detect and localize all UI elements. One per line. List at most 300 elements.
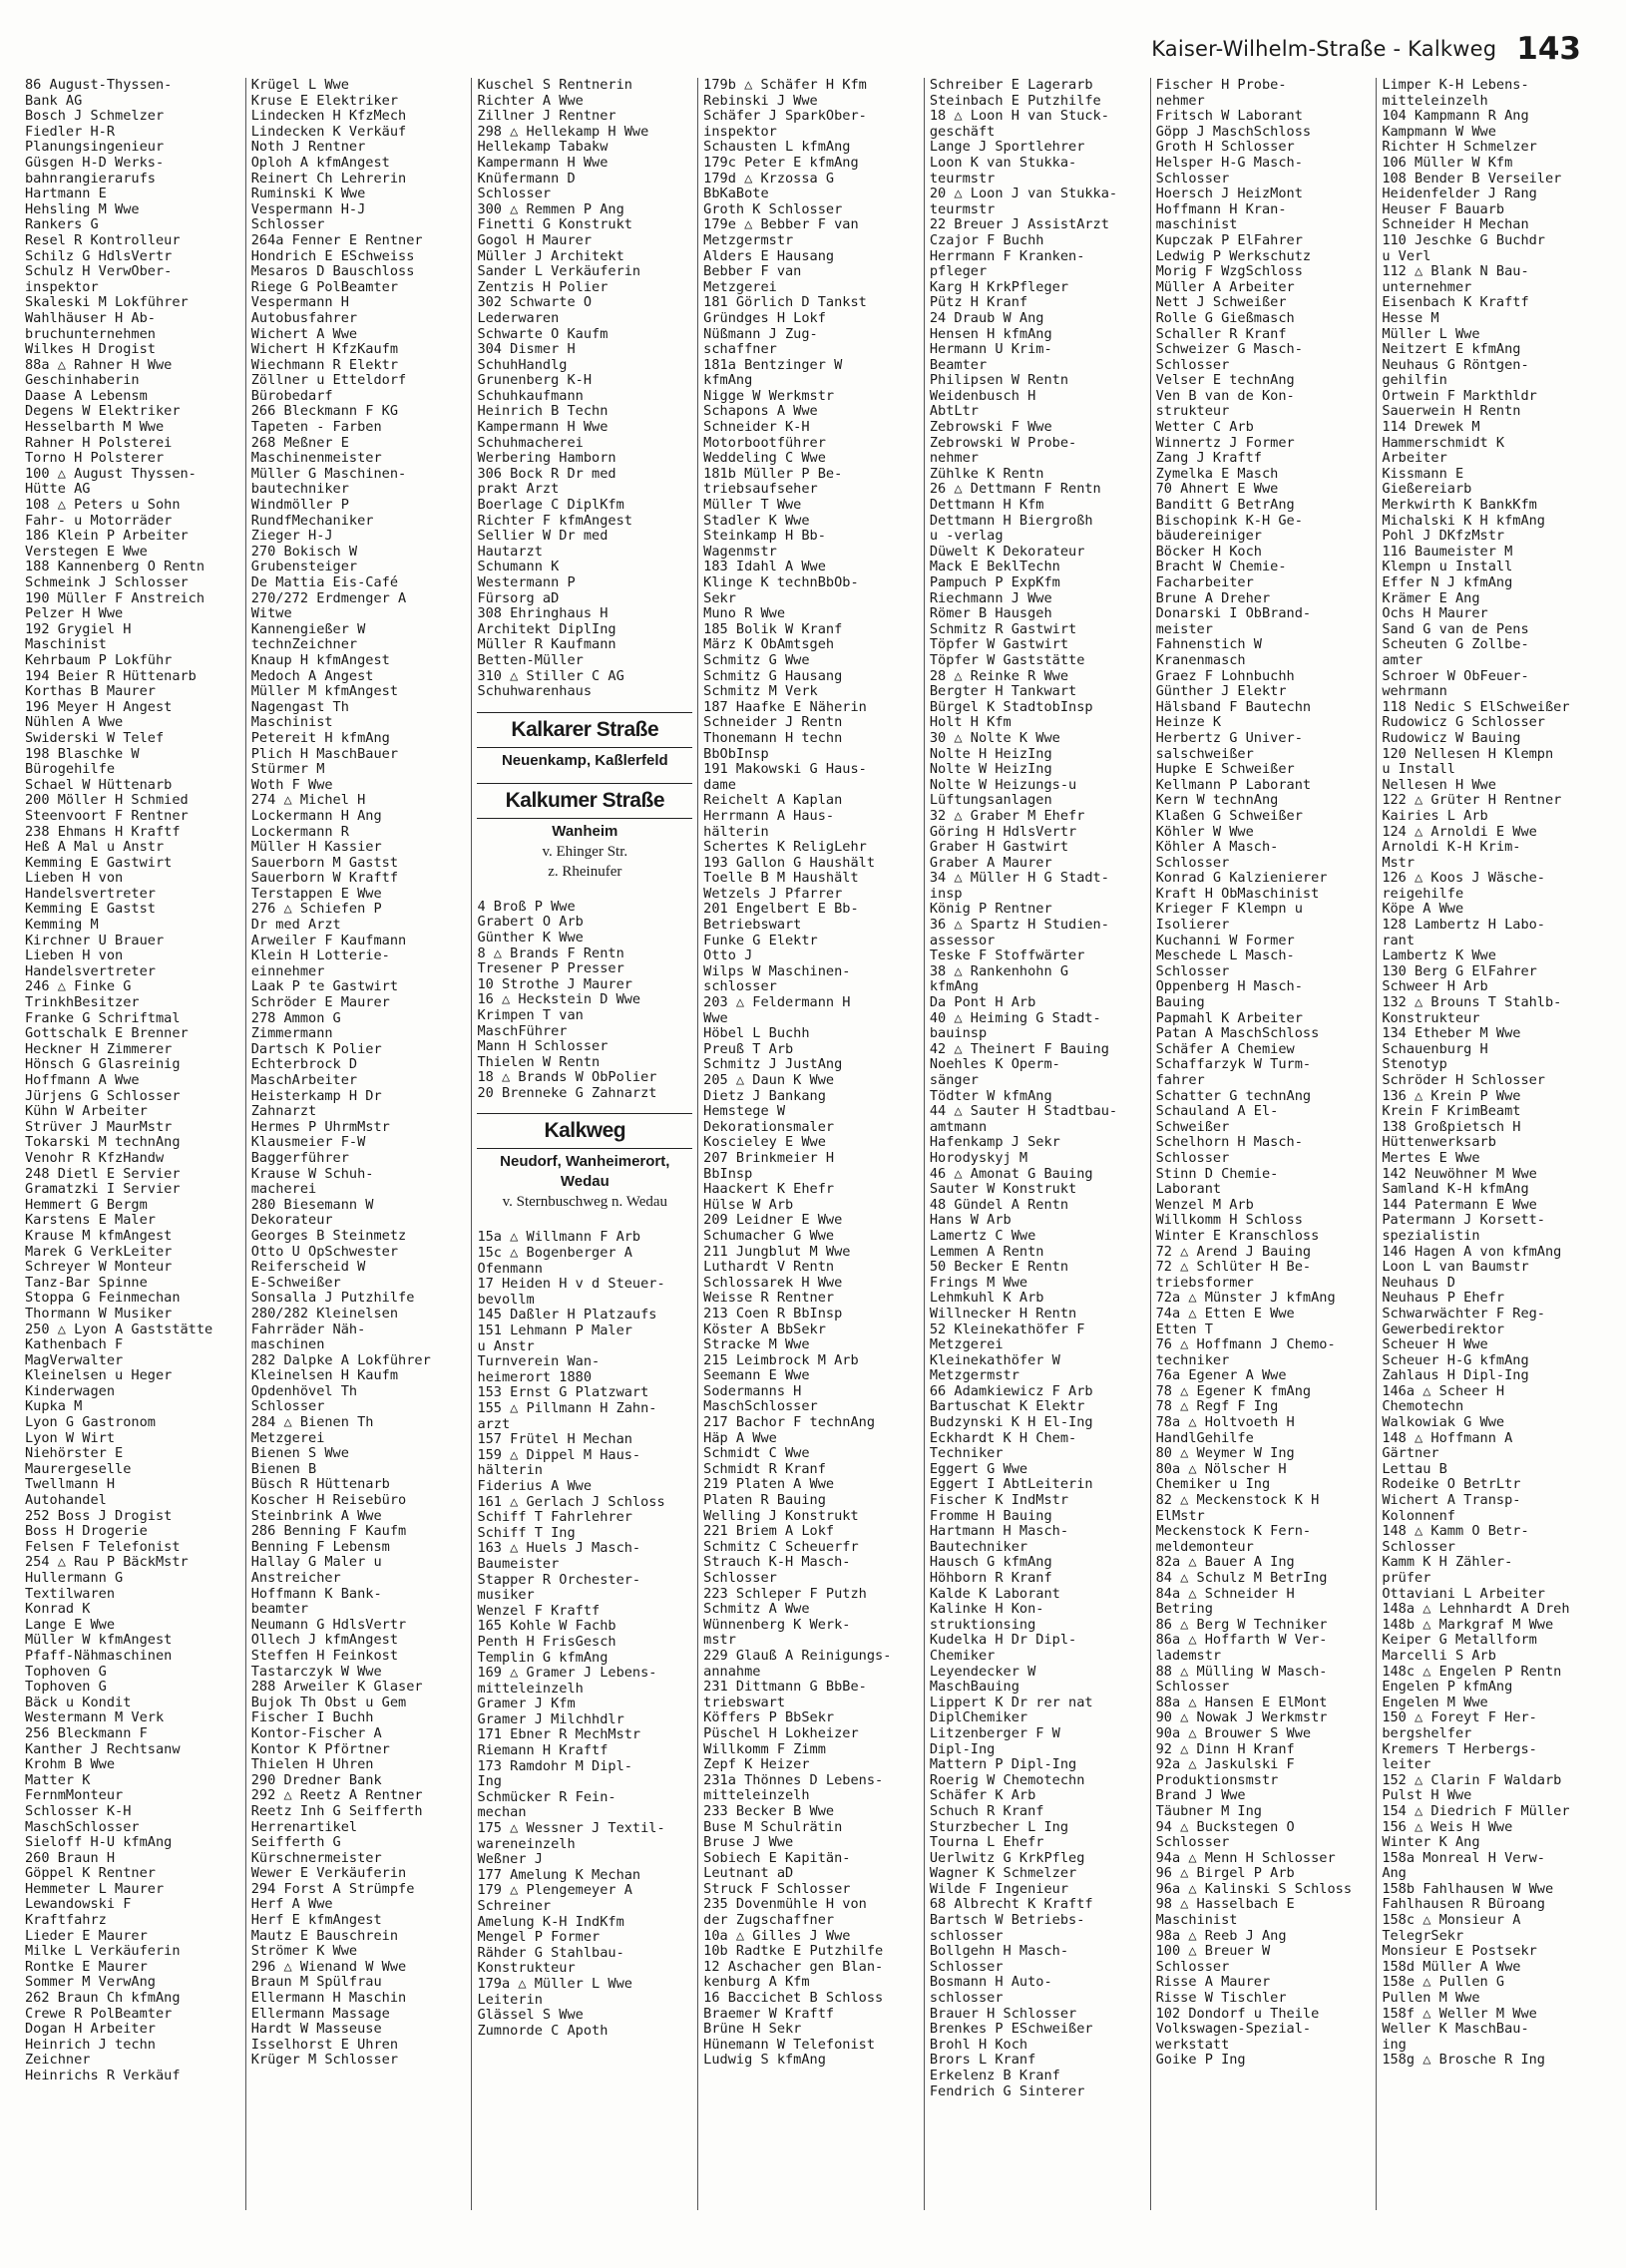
directory-entry: Thonemann H techn bbox=[703, 729, 843, 746]
directory-entry: 102 Dondorf u Theile bbox=[1155, 2005, 1320, 2022]
directory-entry: Marcelli S Arb bbox=[1382, 1647, 1496, 1664]
directory-entry: 82a △ Bauer A Ing bbox=[1155, 1554, 1295, 1571]
directory-entry: Schlosser bbox=[1155, 1679, 1230, 1696]
directory-entry: techniker bbox=[1155, 1351, 1230, 1368]
directory-entry: Swiderski W Telef bbox=[25, 729, 165, 746]
directory-entry: Engelen P kfmAng bbox=[1382, 1679, 1513, 1696]
directory-entry: Krause W Schuh- bbox=[250, 1165, 374, 1182]
directory-entry: Höhborn R Kranf bbox=[929, 1570, 1052, 1586]
directory-entry: Lippert K Dr rer nat bbox=[929, 1694, 1093, 1710]
directory-entry: Grunenberg K-H bbox=[477, 372, 593, 389]
directory-entry: Erkelenz B Kranf bbox=[929, 2068, 1060, 2083]
directory-entry: mitteleinzelh bbox=[703, 1787, 810, 1804]
directory-entry: triebswart bbox=[703, 1694, 785, 1710]
directory-entry: Steinbach E Putzhilfe bbox=[929, 92, 1101, 109]
directory-entry: Maschinenmeister bbox=[250, 450, 382, 467]
directory-entry: arzt bbox=[477, 1415, 511, 1432]
directory-entry: Textilwaren bbox=[25, 1585, 116, 1602]
directory-entry: 194 Beier R Hüttenarb bbox=[25, 667, 197, 684]
directory-entry: Heinrich J techn bbox=[25, 2036, 156, 2053]
directory-entry: 201 Engelbert E Bb- bbox=[703, 901, 859, 918]
directory-entry: 72 △ Schlüter H Be- bbox=[1155, 1259, 1312, 1276]
directory-entry: Stinn D Chemie- bbox=[1155, 1165, 1279, 1182]
directory-entry: Hünemann W Telefonist bbox=[703, 2036, 876, 2053]
directory-entry: 179c Peter E kfmAng bbox=[703, 154, 859, 171]
directory-entry: 246 △ Finke G bbox=[25, 978, 132, 995]
directory-entry: 148 △ Hoffmann A bbox=[1382, 1429, 1513, 1446]
directory-entry: Rontke E Maurer bbox=[25, 1958, 148, 1975]
directory-entry: 88a △ Hansen E ElMont bbox=[1155, 1694, 1328, 1710]
directory-entry: Kranenmasch bbox=[1155, 651, 1246, 668]
directory-entry: Schäfer J SparkOber- bbox=[703, 108, 867, 125]
directory-entry: maschinen bbox=[250, 1336, 325, 1353]
directory-entry: Zillner J Rentner bbox=[477, 108, 616, 125]
directory-entry: Gogol H Maurer bbox=[477, 231, 593, 248]
directory-entry: 298 △ Hellekamp H Wwe bbox=[477, 123, 649, 140]
directory-entry: Wagner K Schmelzer bbox=[929, 1865, 1077, 1882]
directory-entry: 262 Braun Ch kfmAng bbox=[25, 1990, 181, 2007]
street-district: Neuenkamp, Kaßlerfeld bbox=[501, 751, 668, 769]
directory-entry: Lindecken K Verkäuf bbox=[250, 123, 407, 140]
directory-entry: Römer B Hausgeh bbox=[929, 605, 1052, 622]
directory-entry: Hälsband F Bautechn bbox=[1155, 698, 1312, 715]
directory-entry: Keiper G Metallform bbox=[1382, 1632, 1537, 1649]
directory-entry: Wichert A Wwe bbox=[250, 325, 358, 342]
directory-entry: Töpfer W Gaststätte bbox=[929, 651, 1085, 668]
directory-entry: 200 Möller H Schmied bbox=[25, 792, 189, 809]
directory-entry: Litzenberger F W bbox=[929, 1724, 1060, 1741]
directory-entry: 270/272 Erdmenger A bbox=[250, 589, 407, 606]
directory-entry: amter bbox=[1382, 651, 1423, 668]
directory-entry: Daase A Lebensm bbox=[25, 387, 148, 404]
directory-entry: Richter F kfmAngest bbox=[477, 512, 632, 529]
directory-entry: 256 Bleckmann F bbox=[25, 1724, 148, 1741]
directory-entry: Güsgen H-D Werks- bbox=[25, 154, 165, 171]
directory-column bbox=[246, 78, 473, 2210]
directory-entry: dame bbox=[703, 776, 736, 793]
directory-entry: Welling J Konstrukt bbox=[703, 1507, 859, 1524]
directory-entry: 288 Arweiler K Glaser bbox=[250, 1679, 423, 1696]
directory-entry: 248 Dietl E Servier bbox=[25, 1165, 181, 1182]
directory-entry: Baggerführer bbox=[250, 1149, 349, 1166]
directory-entry: 169 △ Gramer J Lebens- bbox=[477, 1665, 657, 1682]
directory-column bbox=[472, 78, 698, 2210]
directory-entry: Papmahl K Arbeiter bbox=[1155, 1009, 1303, 1026]
directory-entry: unternehmer bbox=[1382, 278, 1472, 295]
directory-entry: 80a △ Nölscher H bbox=[1155, 1460, 1287, 1477]
directory-entry: 128 Lambertz H Labo- bbox=[1382, 917, 1545, 934]
directory-entry: lademstr bbox=[1155, 1647, 1222, 1664]
directory-entry: 22 Breuer J AssistArzt bbox=[929, 216, 1109, 233]
directory-entry: Sander L Verkäuferin bbox=[477, 263, 641, 280]
directory-entry: Autohandel bbox=[25, 1492, 107, 1509]
directory-entry: Schwarwächter F Reg- bbox=[1382, 1305, 1545, 1322]
street-heading-block bbox=[477, 712, 692, 771]
directory-entry: Karg H KrkPfleger bbox=[929, 278, 1069, 295]
directory-entry: 148b △ Markgraf M Wwe bbox=[1382, 1616, 1554, 1633]
directory-entry: Brenkes P ESchweißer bbox=[929, 2021, 1093, 2038]
directory-entry: Brohl H Koch bbox=[929, 2036, 1028, 2053]
directory-entry: Dekorateur bbox=[250, 1212, 333, 1229]
directory-entry: 145 Daßler H Platzaufs bbox=[477, 1307, 657, 1323]
directory-entry: 213 Coen R BbInsp bbox=[703, 1305, 843, 1322]
directory-entry: Heidenfelder J Rang bbox=[1382, 186, 1537, 202]
directory-entry: Bienen B bbox=[250, 1460, 317, 1477]
directory-entry: Kontor K Pförtner bbox=[250, 1740, 390, 1757]
directory-entry: Stenotyp bbox=[1382, 1056, 1447, 1073]
directory-entry: 78a △ Holtvoeth H bbox=[1155, 1414, 1295, 1431]
directory-entry: 88 △ Mülling W Masch- bbox=[1155, 1663, 1328, 1680]
directory-entry: Bienen S Wwe bbox=[250, 1445, 349, 1462]
directory-entry: 233 Becker B Wwe bbox=[703, 1802, 835, 1819]
directory-entry: insp bbox=[929, 885, 963, 902]
street-district: v. Ehinger Str. bbox=[542, 843, 628, 860]
directory-entry: Templin G kfmAng bbox=[477, 1649, 609, 1666]
directory-entry: 100 △ Breuer W bbox=[1155, 1943, 1271, 1960]
directory-entry: Milke L Verkäuferin bbox=[25, 1943, 181, 1960]
directory-entry: 38 △ Rankenhohn G bbox=[929, 962, 1069, 979]
directory-entry: Sauerborn W Kraftf bbox=[250, 870, 399, 887]
directory-entry: 124 △ Arnoldi E Wwe bbox=[1382, 823, 1537, 840]
directory-entry: Bartuschat K Elektr bbox=[929, 1398, 1085, 1415]
directory-entry: Schuhkaufmann bbox=[477, 387, 584, 404]
directory-entry: u -verlag bbox=[929, 528, 1004, 545]
directory-entry: 219 Platen A Wwe bbox=[703, 1476, 835, 1493]
directory-entry: BbInsp bbox=[703, 1165, 753, 1182]
directory-entry: 78 △ Egener K fmAng bbox=[1155, 1382, 1312, 1399]
directory-entry: Schröder E Maurer bbox=[250, 994, 390, 1011]
directory-entry: musiker bbox=[477, 1587, 535, 1604]
directory-entry: Groth K Schlosser bbox=[703, 200, 843, 217]
directory-entry: Horodyskyj M bbox=[929, 1149, 1028, 1166]
directory-entry: Tresener P Presser bbox=[477, 960, 624, 977]
directory-entry: Büsch R Hüttenarb bbox=[250, 1476, 390, 1493]
directory-entry: Kuchanni W Former bbox=[1155, 932, 1295, 948]
directory-entry: Klempn u Install bbox=[1382, 559, 1513, 575]
directory-entry: 78 △ Regf F Ing bbox=[1155, 1398, 1279, 1415]
directory-entry: 254 △ Rau P BäckMstr bbox=[25, 1554, 189, 1571]
directory-entry: Riemann H Kraftf bbox=[477, 1742, 609, 1759]
directory-entry: Schlosser bbox=[1155, 962, 1230, 979]
directory-entry: 34 △ Müller H G Stadt- bbox=[929, 870, 1109, 887]
directory-entry: Anstreicher bbox=[250, 1570, 341, 1586]
directory-entry: Schumacher G Wwe bbox=[703, 1227, 835, 1244]
directory-entry: 205 △ Daun K Wwe bbox=[703, 1072, 835, 1088]
directory-entry: werkstatt bbox=[1155, 2036, 1230, 2053]
directory-entry: Laak P te Gastwirt bbox=[250, 978, 399, 995]
directory-entry: 98a △ Reeb J Ang bbox=[1155, 1927, 1287, 1944]
directory-entry: Kolonnenf bbox=[1382, 1507, 1455, 1524]
directory-entry: Schmücker R Fein- bbox=[477, 1788, 616, 1805]
directory-entry: Nüßmann J Zug- bbox=[703, 325, 818, 342]
directory-entry: Schuhmacherei bbox=[477, 434, 584, 451]
directory-entry: 270 Bokisch W bbox=[250, 543, 358, 560]
directory-entry: Hesselbarth M Wwe bbox=[25, 419, 165, 436]
directory-entry: Bürogehilfe bbox=[25, 761, 116, 778]
directory-entry: Goike P Ing bbox=[1155, 2052, 1246, 2069]
directory-entry: Sauerwein H Rentn bbox=[1382, 403, 1521, 420]
directory-entry: 294 Forst A Strümpfe bbox=[250, 1880, 415, 1897]
directory-entry: Eggert G Wwe bbox=[929, 1460, 1028, 1477]
directory-entry: Wwe bbox=[703, 1009, 728, 1026]
directory-entry: Nigge W Werkmstr bbox=[703, 387, 835, 404]
directory-entry: 185 Bolik W Kranf bbox=[703, 620, 843, 637]
directory-entry: Richter A Wwe bbox=[477, 92, 584, 109]
directory-entry: 120 Nellesen H Klempn bbox=[1382, 745, 1554, 762]
directory-entry: bautechniker bbox=[250, 481, 349, 498]
directory-entry: Monsieur E Postsekr bbox=[1382, 1943, 1537, 1960]
directory-entry: Kairies L Arb bbox=[1382, 807, 1488, 824]
directory-entry: Schäfer A Chemiew bbox=[1155, 1040, 1295, 1057]
directory-entry: Alders E Hausang bbox=[703, 247, 835, 264]
directory-entry: Fromme H Bauing bbox=[929, 1507, 1052, 1524]
directory-entry: 132 △ Brouns T Stahlb- bbox=[1382, 994, 1562, 1011]
directory-entry: 158a Monreal H Verw- bbox=[1382, 1849, 1545, 1866]
directory-entry: MaschArbeiter bbox=[250, 1072, 358, 1088]
directory-entry: Müller T Wwe bbox=[703, 497, 802, 514]
directory-entry: Hullermann G bbox=[25, 1570, 124, 1586]
directory-entry: Noehles K Operm- bbox=[929, 1056, 1060, 1073]
directory-entry: macherei bbox=[250, 1181, 317, 1198]
directory-entry: Kalinke H Kon- bbox=[929, 1601, 1044, 1618]
directory-entry: Krämer E Ang bbox=[1382, 589, 1480, 606]
directory-entry: Bäck u Kondit bbox=[25, 1694, 132, 1710]
directory-entry: Torno H Polsterer bbox=[25, 450, 165, 467]
directory-entry: 221 Briem A Lokf bbox=[703, 1523, 835, 1540]
directory-entry: Mann H Schlosser bbox=[477, 1038, 609, 1055]
directory-entry: Brand J Wwe bbox=[1155, 1787, 1246, 1804]
directory-entry: 16 Baccichet B Schloss bbox=[703, 1990, 884, 2007]
directory-entry: Vespermann H bbox=[250, 294, 349, 311]
directory-entry: Planungsingenieur bbox=[25, 139, 165, 156]
street-name: Kalkweg bbox=[477, 1113, 692, 1149]
directory-entry: Sauter W Konstrukt bbox=[929, 1181, 1077, 1198]
directory-entry: Schmitz C Scheuerfr bbox=[703, 1538, 859, 1555]
directory-entry: Haackert K Ehefr bbox=[703, 1181, 835, 1198]
directory-entry: Kehrbaum P Lokführ bbox=[25, 651, 173, 668]
directory-entry: Metzgermstr bbox=[703, 231, 794, 248]
directory-entry: Klinge K technBbOb- bbox=[703, 574, 859, 590]
directory-entry: Marek G VerkLeiter bbox=[25, 1243, 173, 1260]
directory-entry: Risse A Maurer bbox=[1155, 1974, 1271, 1991]
directory-entry: Schlosser bbox=[703, 1570, 777, 1586]
directory-entry: Rähder G Stahlbau- bbox=[477, 1944, 624, 1961]
directory-entry: Hönsch G Glasreinig bbox=[25, 1056, 181, 1073]
directory-entry: Ortwein F Markthldr bbox=[1382, 387, 1537, 404]
directory-entry: 136 △ Krein P Wwe bbox=[1382, 1087, 1521, 1104]
directory-entry: König P Rentner bbox=[929, 901, 1052, 918]
directory-entry: Nolte W HeizIng bbox=[929, 761, 1052, 778]
directory-entry: 126 △ Koos J Wäsche- bbox=[1382, 870, 1545, 887]
directory-entry: Schlosser bbox=[1155, 1834, 1230, 1851]
directory-entry: Gießereiarb bbox=[1382, 481, 1472, 498]
directory-entry: bergshelfer bbox=[1382, 1724, 1472, 1741]
directory-entry: schlosser bbox=[929, 1927, 1004, 1944]
directory-entry: Hautarzt bbox=[477, 543, 543, 560]
directory-entry: bauinsp bbox=[929, 1025, 988, 1042]
directory-entry: Zieger H-J bbox=[250, 528, 333, 545]
street-name: Kalkumer Straße bbox=[477, 783, 692, 819]
directory-entry: Kinderwagen bbox=[25, 1382, 116, 1399]
directory-entry: 193 Gallon G Haushält bbox=[703, 854, 876, 871]
directory-entry: schlosser bbox=[703, 978, 777, 995]
directory-entry: Ellermann H Maschin bbox=[250, 1990, 407, 2007]
directory-entry: fahrer bbox=[1155, 1072, 1205, 1088]
directory-entry: Thielen W Rentn bbox=[477, 1053, 601, 1070]
directory-entry: 284 △ Bienen Th bbox=[250, 1414, 374, 1431]
directory-entry: Ludwig S kfmAng bbox=[703, 2052, 826, 2069]
directory-entry: Tophoven G bbox=[25, 1663, 107, 1680]
directory-entry: Schauland A El- bbox=[1155, 1103, 1279, 1120]
directory-entry: 108 △ Peters u Sohn bbox=[25, 497, 181, 514]
directory-entry: Hallay G Maler u bbox=[250, 1554, 382, 1571]
directory-entry: Thormann W Musiker bbox=[25, 1305, 173, 1322]
directory-entry: 142 Neuwöhner M Wwe bbox=[1382, 1165, 1537, 1182]
directory-entry: Herf E kfmAngest bbox=[250, 1912, 382, 1929]
directory-entry: Braemer W Kraftf bbox=[703, 2005, 835, 2022]
directory-entry: Metzgerei bbox=[250, 1429, 325, 1446]
directory-entry: Metzgerei bbox=[929, 1336, 1004, 1353]
directory-entry: 155 △ Pillmann H Zahn- bbox=[477, 1400, 657, 1416]
directory-entry: Kleinekathöfer W bbox=[929, 1351, 1060, 1368]
directory-entry: 36 △ Spartz H Studien- bbox=[929, 917, 1109, 934]
directory-entry: 40 △ Heiming G Stadt- bbox=[929, 1009, 1101, 1026]
directory-entry: Sellier W Dr med bbox=[477, 528, 609, 545]
street-district: Wedau bbox=[560, 1173, 610, 1191]
directory-entry: 17 Heiden H v d Steuer- bbox=[477, 1276, 665, 1293]
directory-entry: Grabert O Arb bbox=[477, 914, 584, 931]
directory-entry: salschweißer bbox=[1155, 745, 1254, 762]
directory-entry: Herbertz G Univer- bbox=[1155, 729, 1303, 746]
directory-entry: Betten-Müller bbox=[477, 651, 584, 668]
directory-entry: Ing bbox=[477, 1773, 502, 1790]
directory-entry: De Mattia Eis-Café bbox=[250, 574, 399, 590]
directory-entry: Willnecker H Rentn bbox=[929, 1305, 1077, 1322]
directory-entry: Rolle G Gießmasch bbox=[1155, 309, 1295, 326]
directory-entry: Leyendecker W bbox=[929, 1663, 1036, 1680]
directory-entry: Bracht W Chemie- bbox=[1155, 559, 1287, 575]
directory-entry: Bischopink K-H Ge- bbox=[1155, 512, 1303, 529]
directory-entry: 74a △ Etten E Wwe bbox=[1155, 1305, 1295, 1322]
directory-entry: Riechmann J Wwe bbox=[929, 589, 1052, 606]
directory-entry: Kampermann H Wwe bbox=[477, 419, 609, 436]
directory-entry: 122 △ Grüter H Rentner bbox=[1382, 792, 1562, 809]
directory-entry: Wichert H KfzKaufm bbox=[250, 341, 399, 358]
directory-entry: Kellmann P Laborant bbox=[1155, 776, 1312, 793]
directory-entry: Schmidt R Kranf bbox=[703, 1460, 826, 1477]
directory-entry: Knüfermann D bbox=[477, 170, 576, 187]
directory-entry: Windmöller P bbox=[250, 497, 349, 514]
directory-entry: 15a △ Willmann F Arb bbox=[477, 1229, 641, 1246]
directory-entry: Medoch A Angest bbox=[250, 667, 374, 684]
street-district: z. Rheinufer bbox=[548, 863, 622, 880]
directory-entry: inspektor bbox=[25, 278, 99, 295]
directory-entry: Dogan H Arbeiter bbox=[25, 2021, 156, 2038]
directory-entry: Fiedler H-R bbox=[25, 123, 116, 140]
directory-entry: Lieben H von bbox=[25, 947, 124, 964]
directory-entry: Handelsvertreter bbox=[25, 885, 156, 902]
directory-entry: Bauing bbox=[1155, 994, 1205, 1011]
directory-entry: Plich H MaschBauer bbox=[250, 745, 399, 762]
directory-entry: Bürobedarf bbox=[250, 387, 333, 404]
directory-entry: Schmidt C Wwe bbox=[703, 1445, 810, 1462]
directory-entry: Hermes P UhrmMstr bbox=[250, 1118, 390, 1135]
directory-entry: Kemming E Gastwirt bbox=[25, 854, 173, 871]
directory-entry: Skaleski M Lokführer bbox=[25, 294, 189, 311]
directory-entry: Zühlke K Rentn bbox=[929, 465, 1044, 482]
directory-entry: Ven B van de Kon- bbox=[1155, 387, 1295, 404]
directory-entry: meldemonteur bbox=[1155, 1538, 1254, 1555]
directory-entry: Petereit H kfmAng bbox=[250, 729, 390, 746]
directory-entry: hälterin bbox=[477, 1462, 543, 1479]
directory-entry: Zebrowski F Wwe bbox=[929, 419, 1052, 436]
directory-entry: 4 Broß P Wwe bbox=[477, 898, 576, 915]
directory-entry: Wewer E Verkäuferin bbox=[250, 1865, 407, 1882]
directory-entry: Müller R Kaufmann bbox=[477, 636, 616, 653]
directory-entry: Neitzert E kfmAng bbox=[1382, 341, 1521, 358]
directory-entry: Dekorationsmaler bbox=[703, 1118, 835, 1135]
directory-entry: Tokarski M technAng bbox=[25, 1134, 181, 1151]
directory-entry: Maschinist bbox=[25, 636, 107, 653]
directory-entry: Lewandowski F bbox=[25, 1896, 132, 1913]
directory-entry: 150 △ Foreyt F Her- bbox=[1382, 1709, 1537, 1726]
directory-entry: Walkowiak G Wwe bbox=[1382, 1414, 1505, 1431]
directory-entry: Isolierer bbox=[1155, 917, 1230, 934]
directory-entry: Oppenberg H Masch- bbox=[1155, 978, 1303, 995]
directory-entry: Nolte W Heizungs-u bbox=[929, 776, 1077, 793]
directory-entry: Venohr R KfzHandw bbox=[25, 1149, 165, 1166]
directory-entry: Zepf K Heizer bbox=[703, 1756, 810, 1773]
directory-entry: 163 △ Huels J Masch- bbox=[477, 1540, 641, 1557]
directory-columns bbox=[20, 78, 1602, 2210]
directory-entry: Fiderius A Wwe bbox=[477, 1477, 593, 1494]
directory-entry: Rahner H Polsterei bbox=[25, 434, 173, 451]
directory-entry: Zahlaus H Dipl-Ing bbox=[1382, 1367, 1529, 1384]
directory-entry: Lieder E Maurer bbox=[25, 1927, 148, 1944]
directory-entry: assessor bbox=[929, 932, 996, 948]
directory-entry: Westermann P bbox=[477, 574, 576, 590]
directory-entry: Herrmann F Kranken- bbox=[929, 247, 1085, 264]
directory-entry: Graber A Maurer bbox=[929, 854, 1052, 871]
directory-entry: Kissmann E bbox=[1382, 465, 1464, 482]
directory-entry: TrinkhBesitzer bbox=[25, 994, 140, 1011]
directory-entry: 86a △ Hoffarth W Ver- bbox=[1155, 1632, 1328, 1649]
directory-entry: 223 Schleper F Putzh bbox=[703, 1585, 867, 1602]
directory-entry: Kamm K H Zähler- bbox=[1382, 1554, 1513, 1571]
directory-entry: Kanther J Rechtsanw bbox=[25, 1740, 181, 1757]
directory-entry: Mattern P Dipl-Ing bbox=[929, 1756, 1077, 1773]
directory-entry: Schausten L kfmAng bbox=[703, 139, 851, 156]
directory-entry: Oploh A kfmAngest bbox=[250, 154, 390, 171]
directory-entry: Köpe A Wwe bbox=[1382, 901, 1464, 918]
directory-entry: 148a △ Lehnhardt A Dreh bbox=[1382, 1601, 1570, 1618]
directory-entry: Kampmann W Wwe bbox=[1382, 123, 1496, 140]
directory-entry: 30 △ Nolte K Wwe bbox=[929, 729, 1060, 746]
directory-entry: pfleger bbox=[929, 263, 988, 280]
directory-entry: Maschinist bbox=[250, 714, 333, 731]
directory-entry: 88a △ Rahner H Wwe bbox=[25, 356, 173, 373]
directory-entry: Groth H Schlosser bbox=[1155, 139, 1295, 156]
directory-entry: 274 △ Michel H bbox=[250, 792, 366, 809]
directory-entry: 198 Blaschke W bbox=[25, 745, 140, 762]
directory-entry: 108 Bender B Verseiler bbox=[1382, 170, 1562, 187]
directory-entry: 268 Meßner E bbox=[250, 434, 349, 451]
directory-entry: Krimpen T van bbox=[477, 1006, 584, 1023]
directory-entry: Mack E BeklTechn bbox=[929, 559, 1060, 575]
directory-entry: Schweizer G Masch- bbox=[1155, 341, 1303, 358]
directory-entry: Wahlhäuser H Ab- bbox=[25, 309, 156, 326]
directory-entry: Müller J Architekt bbox=[477, 247, 624, 264]
